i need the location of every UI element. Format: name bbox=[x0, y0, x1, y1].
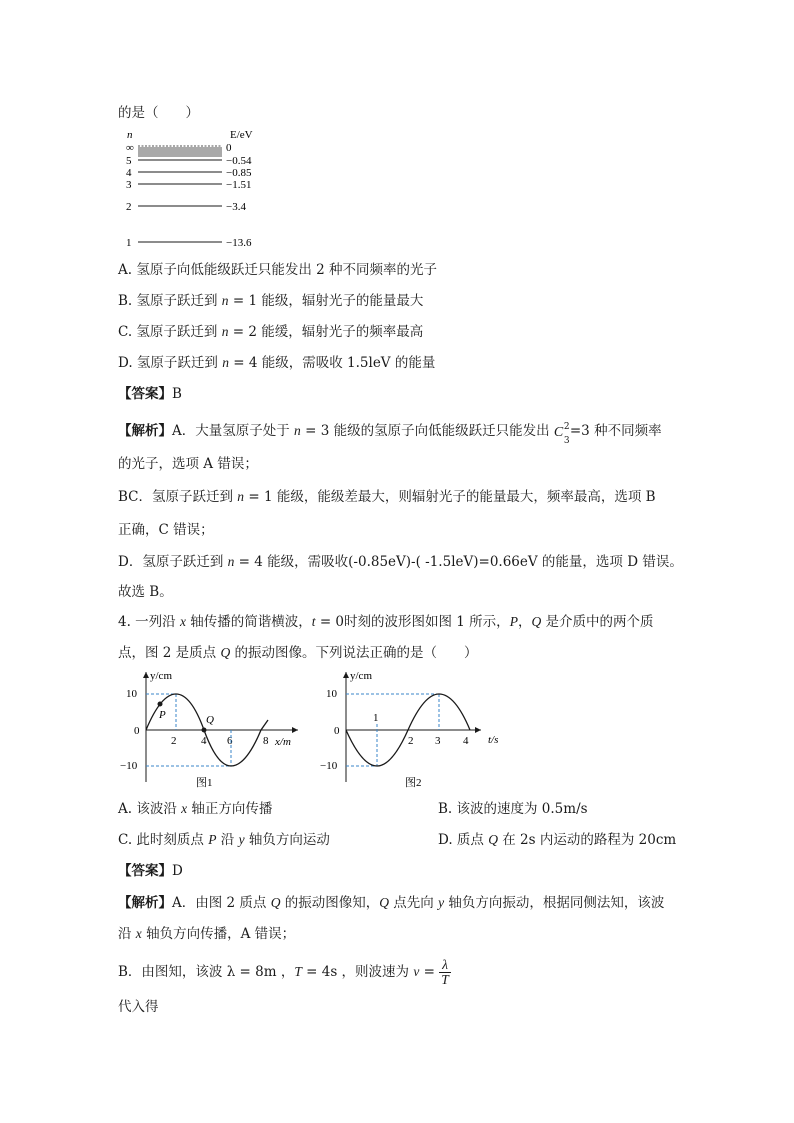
fig1-xtick-8: 8 bbox=[263, 735, 269, 747]
q3-option-a[interactable]: A. 氢原子向低能级跃迁只能发出 2 种不同频率的光子 bbox=[118, 262, 438, 278]
fig2-xtick-2: 2 bbox=[408, 735, 414, 747]
level-energy-label: 0 bbox=[226, 142, 232, 154]
level-energy-label: −0.85 bbox=[226, 167, 252, 179]
q4-analysis-line-2: 沿 x 轴负方向传播，A 错误； bbox=[118, 926, 296, 942]
figure-1-waveform bbox=[118, 664, 308, 792]
level-n-label: 2 bbox=[126, 201, 132, 213]
fig1-ytick-10: 10 bbox=[126, 688, 137, 700]
fig1-xtick-4: 4 bbox=[201, 735, 207, 747]
fig2-ytick-10: 10 bbox=[326, 688, 337, 700]
q4-option-b[interactable]: B. 该波的速度为 0.5m/s bbox=[438, 801, 588, 817]
fig1-label-p: P bbox=[159, 709, 166, 721]
level-energy-label: −3.4 bbox=[226, 201, 246, 213]
q4-analysis-line-3: B．由图知，该波 λ = 8m ，T = 4s ，则波速为 v = $\frac{\lambda}{T}$ bbox=[118, 957, 449, 987]
fig1-x-label: x/m bbox=[275, 736, 291, 748]
q3-option-c[interactable]: C. 氢原子跃迁到 n = 2 能缓，辐射光子的频率最高 bbox=[118, 324, 424, 340]
fig2-ytick-0: 0 bbox=[334, 725, 340, 737]
level-n-label: 4 bbox=[126, 167, 132, 179]
fig1-label-q: Q bbox=[206, 714, 214, 726]
q3-analysis-line-2: 的光子，选项 A 错误； bbox=[118, 456, 258, 472]
q3-answer: 【答案】B bbox=[118, 386, 182, 402]
fig2-xtick-4: 4 bbox=[463, 735, 469, 747]
level-n-label: 1 bbox=[126, 237, 132, 249]
energy-axis-label: E/eV bbox=[230, 129, 253, 141]
q4-answer: 【答案】D bbox=[118, 863, 183, 879]
fig1-point-p bbox=[158, 702, 163, 707]
fig1-xtick-6: 6 bbox=[227, 735, 233, 747]
q3-analysis-line-5: D．氢原子跃迁到 n = 4 能级，需吸收(-0.85eV)-( -1.5leV)=0.66eV 的能量，选项 D 错误。 bbox=[118, 554, 683, 570]
q3-analysis-line-1: 【解析】A．大量氢原子处于 n = 3 能级的氢原子向低能级跃迁只能发出 C 2 3 =3 种不同频率 bbox=[118, 421, 662, 446]
q3-analysis-line-3: BC．氢原子跃迁到 n = 1 能级，能级差最大，则辐射光子的能量最大，频率最高，选项 B bbox=[118, 489, 656, 505]
fig1-y-label: y/cm bbox=[150, 670, 172, 682]
q3-analysis-line-6: 故选 B。 bbox=[118, 584, 173, 600]
combination-symbol: C 2 3 bbox=[553, 421, 570, 446]
fig1-xtick-2: 2 bbox=[171, 735, 177, 747]
fig1-point-q bbox=[202, 728, 207, 733]
fig2-ytick-neg10: −10 bbox=[320, 760, 338, 772]
q4-option-c[interactable]: C. 此时刻质点 P 沿 y 轴负方向运动 bbox=[118, 832, 330, 848]
level-n-label: ∞ bbox=[126, 142, 134, 154]
fig2-x-label: t/s bbox=[488, 734, 499, 746]
q4-stem-line-2: 点，图 2 是质点 Q 的振动图像。下列说法正确的是（ ） bbox=[118, 645, 478, 661]
level-energy-label: −13.6 bbox=[226, 237, 252, 249]
fig1-ytick-neg10: −10 bbox=[120, 760, 138, 772]
level-energy-label: −0.54 bbox=[226, 155, 252, 167]
q3-option-b[interactable]: B. 氢原子跃迁到 n = 1 能级，辐射光子的能量最大 bbox=[118, 293, 424, 309]
fig1-caption: 图1 bbox=[196, 777, 213, 789]
energy-level-diagram bbox=[118, 124, 278, 252]
q3-stem-tail: 的是（ ） bbox=[118, 105, 199, 121]
fig2-y-label: y/cm bbox=[350, 670, 372, 682]
level-n-label: 5 bbox=[126, 155, 132, 167]
fig2-caption: 图2 bbox=[405, 777, 422, 789]
velocity-fraction: $\frac{\lambda}{T}$ bbox=[441, 957, 449, 987]
fig2-xtick-3: 3 bbox=[435, 735, 441, 747]
figure-2-vibration bbox=[316, 664, 516, 792]
level-energy-label: −1.51 bbox=[226, 179, 252, 191]
q4-analysis-line-1: 【解析】A．由图 2 质点 Q 的振动图像知，Q 点先向 y 轴负方向振动，根据同侧法知，该波 bbox=[118, 895, 665, 911]
fig1-ytick-0: 0 bbox=[134, 725, 140, 737]
n-axis-label: n bbox=[127, 129, 133, 141]
fig2-xtick-1: 1 bbox=[373, 712, 379, 724]
q3-option-d[interactable]: D. 氢原子跃迁到 n = 4 能级，需吸收 1.5leV 的能量 bbox=[118, 355, 436, 371]
q4-option-d[interactable]: D. 质点 Q 在 2s 内运动的路程为 20cm bbox=[438, 832, 677, 848]
level-n-label: 3 bbox=[126, 179, 132, 191]
q4-analysis-line-4: 代入得 bbox=[118, 999, 159, 1015]
q3-analysis-line-4: 正确，C 错误； bbox=[118, 522, 214, 538]
q4-stem-line-1: 4. 一列沿 x 轴传播的简谐横波，t = 0时刻的波形图如图 1 所示，P，Q 是介质中的两个质 bbox=[118, 614, 654, 630]
q4-option-a[interactable]: A. 该波沿 x 轴正方向传播 bbox=[118, 801, 273, 817]
